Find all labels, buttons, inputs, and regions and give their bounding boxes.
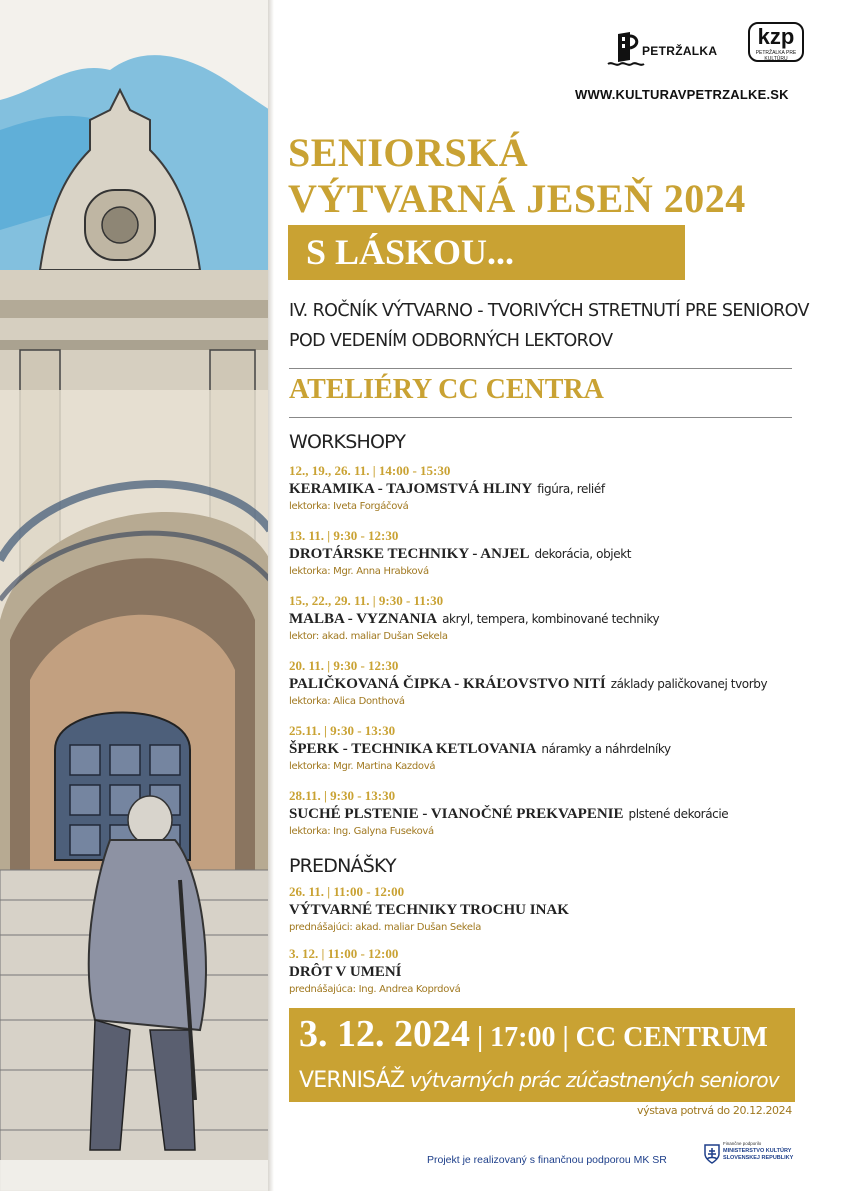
vernissage-datetime bbox=[299, 1012, 768, 1056]
page-fold-shadow bbox=[268, 0, 274, 1191]
subtitle-banner bbox=[288, 225, 685, 280]
petrzalka-logo-text: PETRŽALKA bbox=[642, 44, 718, 58]
workshop-date: 28.11. | 9:30 - 13:30 bbox=[289, 788, 396, 803]
workshop-item bbox=[289, 528, 809, 580]
workshop-description: figúra, reliéf bbox=[537, 482, 605, 496]
workshop-description: plstené dekorácie bbox=[628, 807, 729, 821]
vernissage-label: VERNISÁŽ bbox=[299, 1068, 405, 1093]
title-line-1: SENIORSKÁ bbox=[288, 130, 529, 175]
ministry-support-label: Finančne podporilo bbox=[723, 1141, 762, 1146]
workshop-description: akryl, tempera, kombinované techniky bbox=[442, 612, 660, 626]
lecture-lector: prednášajúci: akad. maliar Dušan Sekela bbox=[289, 922, 482, 933]
divider-top bbox=[289, 368, 792, 369]
kzp-logo-text: kzp bbox=[757, 24, 795, 49]
workshops-heading: WORKSHOPY bbox=[289, 431, 406, 453]
workshop-item bbox=[289, 463, 809, 515]
divider-bottom bbox=[289, 417, 792, 418]
lecture-lector: prednášajúca: Ing. Andrea Koprdová bbox=[289, 984, 461, 995]
workshop-lector: lektorka: Ing. Galyna Fuseková bbox=[289, 826, 434, 837]
subtitle-text: S LÁSKOU... bbox=[306, 232, 515, 272]
lecture-name: DRÔT V UMENÍ bbox=[289, 964, 402, 980]
lecture-date: 26. 11. | 11:00 - 12:00 bbox=[289, 884, 405, 899]
ateliers-heading: ATELIÉRY CC CENTRA bbox=[289, 374, 604, 405]
workshop-item bbox=[289, 593, 809, 645]
watercolor-illustration bbox=[0, 0, 270, 1191]
workshop-lector: lektor: akad. maliar Dušan Sekela bbox=[289, 631, 448, 642]
workshop-item bbox=[289, 658, 809, 710]
vernissage-banner bbox=[289, 1008, 795, 1102]
kzp-logo-subtext: PETRŽALKA PRE KULTÚRU bbox=[755, 50, 797, 62]
workshop-date: 13. 11. | 9:30 - 12:30 bbox=[289, 528, 399, 543]
logos-area bbox=[600, 20, 810, 80]
workshop-lector: lektorka: Iveta Forgáčová bbox=[289, 501, 409, 512]
lecture-item bbox=[289, 884, 809, 936]
workshop-description: základy paličkovanej tvorby bbox=[610, 677, 768, 691]
kzp-logo bbox=[748, 22, 804, 62]
vernissage-subtitle bbox=[299, 1068, 779, 1093]
website-link[interactable]: WWW.KULTURAVPETRZALKE.SK bbox=[575, 87, 789, 102]
workshop-lector: lektorka: Mgr. Martina Kazdová bbox=[289, 761, 436, 772]
workshop-item bbox=[289, 723, 809, 775]
ministry-name: MINISTERSTVO KULTÚRY SLOVENSKEJ REPUBLIKY bbox=[723, 1148, 794, 1161]
vernissage-description: výtvarných prác zúčastnených seniorov bbox=[404, 1068, 779, 1092]
funding-note: Projekt je realizovaný s finančnou podporou MK SR bbox=[427, 1154, 667, 1166]
workshop-item bbox=[289, 788, 809, 840]
workshop-date: 20. 11. | 9:30 - 12:30 bbox=[289, 658, 399, 673]
intro-line-2: POD VEDENÍM ODBORNÝCH LEKTOROV bbox=[289, 331, 613, 351]
slovak-coat-of-arms-icon bbox=[704, 1144, 720, 1164]
lecture-date: 3. 12. | 11:00 - 12:00 bbox=[289, 946, 399, 961]
workshop-lector: lektorka: Alica Donthová bbox=[289, 696, 405, 707]
workshop-date: 12., 19., 26. 11. | 14:00 - 15:30 bbox=[289, 463, 451, 478]
workshop-name: DROTÁRSKE TECHNIKY - ANJEL bbox=[289, 546, 530, 562]
vernissage-time-place: | 17:00 | CC CENTRUM bbox=[470, 1022, 768, 1053]
intro-line-1: IV. ROČNÍK VÝTVARNO - TVORIVÝCH STRETNUTÍ PRE SENIOROV bbox=[289, 301, 809, 321]
vernissage-date: 3. 12. 2024 bbox=[299, 1013, 470, 1055]
ministry-logo bbox=[704, 1141, 804, 1171]
workshop-lector: lektorka: Mgr. Anna Hrabková bbox=[289, 566, 429, 577]
lectures-heading: PREDNÁŠKY bbox=[289, 855, 396, 877]
workshop-name: MALBA - VYZNANIA bbox=[289, 611, 438, 627]
lecture-item bbox=[289, 946, 809, 998]
workshop-name: KERAMIKA - TAJOMSTVÁ HLINY bbox=[289, 481, 533, 497]
title-line-2: VÝTVARNÁ JESEŇ 2024 bbox=[288, 176, 746, 221]
exhibition-duration: výstava potrvá do 20.12.2024 bbox=[637, 1104, 792, 1117]
lecture-name: VÝTVARNÉ TECHNIKY TROCHU INAK bbox=[289, 902, 569, 918]
workshop-name: PALIČKOVANÁ ČIPKA - KRÁĽOVSTVO NITÍ bbox=[289, 676, 606, 692]
workshop-date: 15., 22., 29. 11. | 9:30 - 11:30 bbox=[289, 593, 444, 608]
workshop-description: dekorácia, objekt bbox=[534, 547, 632, 561]
church-gate-illustration bbox=[0, 0, 270, 1191]
intro-text bbox=[289, 296, 809, 356]
workshop-name: ŠPERK - TECHNIKA KETLOVANIA bbox=[289, 741, 537, 757]
workshop-name: SUCHÉ PLSTENIE - VIANOČNÉ PREKVAPENIE bbox=[289, 806, 624, 822]
workshop-date: 25.11. | 9:30 - 13:30 bbox=[289, 723, 396, 738]
workshop-description: náramky a náhrdelníky bbox=[541, 742, 671, 756]
